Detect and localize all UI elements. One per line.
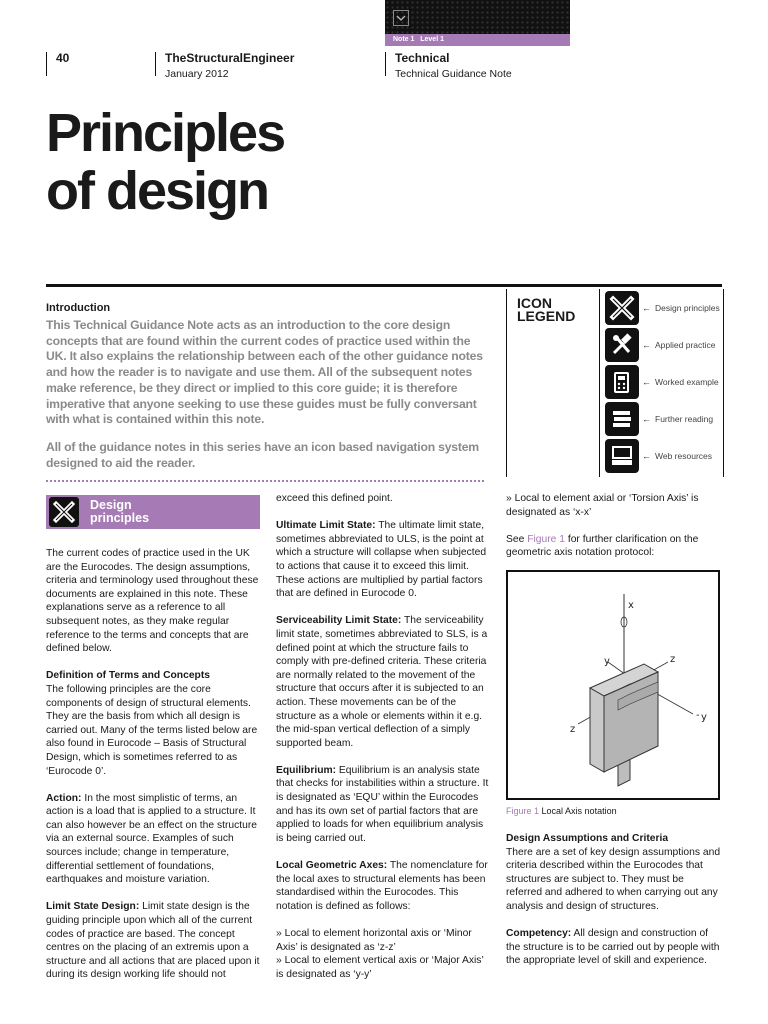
figure-reference-paragraph <box>506 533 722 560</box>
term-label: Local Geometric Axes: <box>276 860 388 872</box>
text-fragment: See <box>506 533 528 545</box>
legend-divider <box>599 289 600 477</box>
books-icon <box>605 402 639 436</box>
axis-y-label-right: y <box>701 712 707 723</box>
arrow-left-icon: ← <box>642 451 651 461</box>
header-divider <box>46 52 47 76</box>
column-1 <box>46 547 260 996</box>
page-title <box>46 104 284 220</box>
section-subtitle: Technical Guidance Note <box>395 68 512 80</box>
assumptions-heading: Design Assumptions and Criteria <box>506 833 669 844</box>
badge-line-1: Design <box>90 498 132 512</box>
legend-title <box>517 297 575 323</box>
column-3-lower <box>506 832 722 982</box>
term-text: The ultimate limit state, sometimes abbreviated to ULS, is the point at which a structure will collapse when subjected to actions that cause it to exceed this limit. These actions are multiplied by partial factors that are defined in Eurocode 0. <box>276 520 487 600</box>
intro-paragraph: This Technical Guidance Note acts as an introduction to the core design concepts that are found within the current codes of practice used within the UK. It also explains the relationship between each of the other guidance notes and how the reader is to navigate and use them. All of the subsequent notes make reference, be they direct or implied to this core guide; it is therefore imperative that anyone seeking to use these guides must be fully conversant with what is contained within this note. <box>46 318 483 427</box>
legend-item-further-reading <box>605 402 713 436</box>
intro-heading: Introduction <box>46 302 111 314</box>
calculator-icon <box>605 365 639 399</box>
page-number: 40 <box>56 51 70 65</box>
axis-z-label-right: z <box>670 654 676 665</box>
definitions-heading: Definition of Terms and Concepts <box>46 670 210 682</box>
body-paragraph: There are a set of key design assumptions and criteria described within the Eurocodes that structures are subject to. They must be referred and adhered to when carrying out any analysis and design of structures. <box>506 846 721 912</box>
issue-date: January 2012 <box>165 68 229 80</box>
legend-title-line-2: LEGEND <box>517 308 576 324</box>
section-badge <box>46 495 260 529</box>
note-label: Note 1 <box>393 36 415 43</box>
uls-paragraph <box>276 519 490 601</box>
equilibrium-paragraph <box>276 764 490 846</box>
term-text: The serviceability limit state, sometimes abbreviated to SLS, is a defined point at which the structure fails to comply with pre-defined criteria. These criteria are normally related to the movement of the structure that occurs after it is subjected to an action. These movements can be of the structure as a whole or elements within it e.g. the mid-span vertical deflection of a simply supported beam. <box>276 615 488 749</box>
term-label: Action: <box>46 792 82 804</box>
text-fragment: for further clarification on the geometric axis notation protocol: <box>506 533 699 559</box>
legend-label: Applied practice <box>655 340 716 350</box>
tools-icon <box>605 328 639 362</box>
column-2 <box>276 492 490 981</box>
sls-paragraph <box>276 614 490 750</box>
limit-state-paragraph <box>46 900 260 982</box>
body-paragraph: exceed this defined point. <box>276 493 393 504</box>
bullet-item: » Local to element vertical axis or ‘Major Axis’ is designated as ‘y-y’ <box>276 955 484 980</box>
legend-label: Web resources <box>655 451 713 461</box>
bullet-item: » Local to element axial or ‘Torsion Axis’ is designated as ‘x-x’ <box>506 493 699 518</box>
action-paragraph <box>46 792 260 887</box>
competency-paragraph <box>506 927 722 968</box>
legend-title-line-1: ICON <box>517 295 552 311</box>
legend-item-design-principles <box>605 291 720 325</box>
title-line-1: Principles <box>46 103 285 163</box>
legend-label: Worked example <box>655 377 719 387</box>
section-title: Technical <box>395 51 450 65</box>
legend-label: Further reading <box>655 414 714 424</box>
figure-link[interactable]: Figure 1 <box>527 533 565 545</box>
arrow-left-icon: ← <box>642 414 651 424</box>
term-label: Ultimate Limit State: <box>276 520 376 532</box>
body-paragraph: The following principles are the core components of design of structural elements. They are the basis from which all design is carried out. Many of the terms listed below are also found in Eurocode – Basis of Structural Design, which is sometimes referred to as ‘Eurocode 0’. <box>46 683 258 777</box>
header-divider <box>155 52 156 76</box>
arrow-left-icon: ← <box>642 303 651 313</box>
column-3 <box>506 492 722 574</box>
section-badge-label <box>90 499 149 525</box>
axis-z-label-left: z <box>570 724 576 735</box>
term-text: Equilibrium is an analysis state that checks for instabilities within a structure. It is designated as ‘EQU’ within the Eurocodes and has its own set of partial factors that are applied to loads for when equilibrium analysis is being carried out. <box>276 764 489 844</box>
axis-y-label-left: y <box>604 656 610 667</box>
badge-line-2: principles <box>90 511 150 525</box>
figure-title: Local Axis notation <box>539 806 617 816</box>
svg-text:-: - <box>696 710 700 721</box>
local-axis-diagram <box>508 572 718 798</box>
intro-paragraph-2: All of the guidance notes in this series have an icon based navigation system designed to aid the reader. <box>46 440 479 470</box>
axes-paragraph <box>276 859 490 913</box>
header-pattern-bar <box>385 0 570 34</box>
term-label: Equilibrium: <box>276 764 337 776</box>
bullet-item: » Local to element horizontal axis or ‘Minor Axis’ is designated as ‘z-z’ <box>276 928 472 953</box>
figure-1 <box>506 570 720 800</box>
icon-legend <box>506 289 724 477</box>
term-text: All design and construction of the structure is to be carried out by people with the appropriate level of skill and experience. <box>506 928 720 967</box>
section-separator <box>46 480 484 482</box>
term-label: Competency: <box>506 928 572 940</box>
term-label: Serviceability Limit State: <box>276 615 402 627</box>
header-divider <box>385 52 386 76</box>
title-line-2: of design <box>46 161 268 221</box>
figure-caption <box>506 806 617 816</box>
term-text: Limit state design is the guiding principle upon which all of the current codes of practice are based. The concept centres on the placing of an extremis upon a structure and all actions that are placed upon it during its design working life should not <box>46 901 260 981</box>
body-paragraph: The current codes of practice used in the UK are the Eurocodes. The design assumptions, criteria and terminology used throughout these documents are explained in this note. These explanations serve as a reference to all subsequent notes, as they make regular reference to the terms and concepts that are defined below. <box>46 548 259 655</box>
axis-x-label: x <box>628 600 634 611</box>
chevron-down-icon[interactable] <box>393 10 409 26</box>
cross-icon <box>605 291 639 325</box>
term-label: Limit State Design: <box>46 901 140 913</box>
term-text: In the most simplistic of terms, an action is a load that is applied to a structure. It can also however be an effect on the structure via an external source. Examples of such sources include; change in temperature, differential settlement of foundations, earthquakes and moisture variation. <box>46 792 258 886</box>
level-label: Level 1 <box>420 36 444 43</box>
arrow-left-icon: ← <box>642 340 651 350</box>
legend-item-applied-practice <box>605 328 715 362</box>
title-rule <box>46 284 722 287</box>
legend-label: Design principles <box>655 303 720 313</box>
arrow-left-icon: ← <box>642 377 651 387</box>
publication-name: TheStructuralEngineer <box>165 51 295 65</box>
note-level-bar <box>385 34 570 46</box>
legend-item-worked-example <box>605 365 719 399</box>
term-text: The nomenclature for the local axes to structural elements has been standardised within the Eurocodes. This notation is defined as follows: <box>276 860 488 912</box>
legend-item-web-resources <box>605 439 712 473</box>
computer-icon <box>605 439 639 473</box>
figure-label: Figure 1 <box>506 806 540 816</box>
cross-icon <box>49 497 79 527</box>
